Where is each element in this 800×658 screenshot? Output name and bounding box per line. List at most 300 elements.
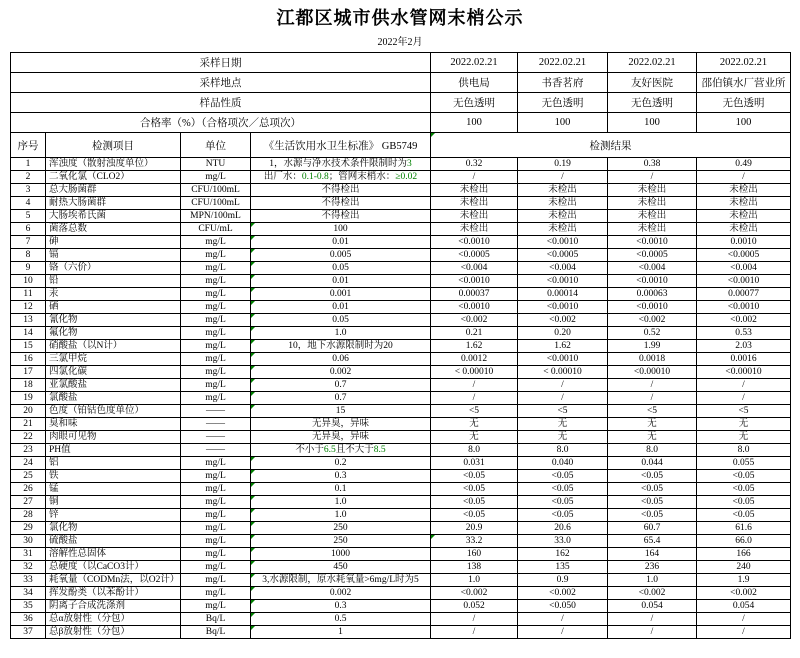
- result-cell: /: [518, 626, 608, 639]
- result-cell: 8.0: [608, 444, 697, 457]
- result-cell: <0.05: [518, 483, 608, 496]
- result-cell: /: [518, 379, 608, 392]
- result-cell: <0.05: [697, 509, 791, 522]
- info-row: [11, 93, 791, 113]
- row-number-cell: 17: [11, 366, 46, 379]
- result-cell: <0.0010: [697, 301, 791, 314]
- info-value: 无色透明: [518, 93, 608, 113]
- result-cell: <0.0010: [608, 275, 697, 288]
- result-cell: <0.05: [431, 496, 518, 509]
- result-cell: 0.32: [431, 158, 518, 171]
- result-cell: 1.62: [431, 340, 518, 353]
- table-row: [11, 418, 791, 431]
- unit-cell: Bq/L: [181, 626, 251, 639]
- row-number-cell: 31: [11, 548, 46, 561]
- row-number-cell: 3: [11, 184, 46, 197]
- result-cell: <0.0010: [431, 275, 518, 288]
- info-value: 100: [518, 113, 608, 133]
- result-cell: 未检出: [608, 210, 697, 223]
- item-cell: 大肠埃希氏菌: [46, 210, 181, 223]
- result-cell: 无: [697, 431, 791, 444]
- result-cell: 无: [518, 431, 608, 444]
- result-cell: 未检出: [697, 197, 791, 210]
- result-cell: <0.004: [608, 262, 697, 275]
- standard-cell: 0.06: [251, 353, 431, 366]
- standard-cell: 不得检出: [251, 197, 431, 210]
- item-cell: 铅: [46, 275, 181, 288]
- table-row: [11, 262, 791, 275]
- result-cell: 0.052: [431, 600, 518, 613]
- unit-cell: ——: [181, 405, 251, 418]
- row-number-cell: 15: [11, 340, 46, 353]
- info-value: 100: [608, 113, 697, 133]
- result-cell: 2.03: [697, 340, 791, 353]
- result-cell: 0.00037: [431, 288, 518, 301]
- info-row: [11, 113, 791, 133]
- row-number-cell: 24: [11, 457, 46, 470]
- row-number-cell: 1: [11, 158, 46, 171]
- standard-cell: [251, 444, 431, 457]
- result-cell: 未检出: [518, 184, 608, 197]
- info-value: 2022.02.21: [431, 53, 518, 73]
- row-number-cell: 6: [11, 223, 46, 236]
- unit-cell: mg/L: [181, 587, 251, 600]
- standard-value-highlight: 0.1-0.8: [301, 172, 329, 182]
- item-cell: 挥发酚类（以苯酚计）: [46, 587, 181, 600]
- item-cell: 锌: [46, 509, 181, 522]
- unit-cell: mg/L: [181, 171, 251, 184]
- item-cell: 硝酸盐（以N计）: [46, 340, 181, 353]
- result-cell: <0.05: [431, 470, 518, 483]
- table-row: [11, 223, 791, 236]
- result-cell: 未检出: [518, 223, 608, 236]
- result-cell: /: [608, 171, 697, 184]
- table-row: [11, 366, 791, 379]
- table-row: [11, 184, 791, 197]
- unit-cell: mg/L: [181, 236, 251, 249]
- result-cell: <0.05: [697, 470, 791, 483]
- result-cell: 0.044: [608, 457, 697, 470]
- result-cell: /: [431, 626, 518, 639]
- row-number-cell: 18: [11, 379, 46, 392]
- row-number-cell: 36: [11, 613, 46, 626]
- table-row: [11, 158, 791, 171]
- standard-text: 出厂水：: [263, 172, 302, 182]
- row-number-cell: 12: [11, 301, 46, 314]
- result-cell: /: [608, 613, 697, 626]
- result-cell: <0.0010: [431, 301, 518, 314]
- row-number-cell: 25: [11, 470, 46, 483]
- result-cell: <0.05: [431, 509, 518, 522]
- result-cell: /: [608, 392, 697, 405]
- info-value: 2022.02.21: [608, 53, 697, 73]
- result-cell: /: [518, 613, 608, 626]
- result-cell: 60.7: [608, 522, 697, 535]
- standard-cell: 无异臭，异味: [251, 431, 431, 444]
- row-number-cell: 26: [11, 483, 46, 496]
- item-cell: 铝: [46, 457, 181, 470]
- result-cell: <0.002: [431, 314, 518, 327]
- item-cell: 总硬度（以CaCO3计）: [46, 561, 181, 574]
- standard-cell: 0.2: [251, 457, 431, 470]
- unit-cell: ——: [181, 431, 251, 444]
- result-cell: <0.0005: [431, 249, 518, 262]
- standard-cell: 0.7: [251, 392, 431, 405]
- result-cell: <0.05: [697, 483, 791, 496]
- standard-cell: 0.002: [251, 366, 431, 379]
- info-value: 无色透明: [697, 93, 791, 113]
- info-value: 供电局: [431, 73, 518, 93]
- result-cell: 0.054: [608, 600, 697, 613]
- standard-text: 1，水源与净水技术条件限制时为: [269, 159, 407, 169]
- result-cell: <0.05: [608, 483, 697, 496]
- table-row: [11, 522, 791, 535]
- column-header-section: [11, 133, 791, 158]
- row-number-cell: 27: [11, 496, 46, 509]
- table-row: [11, 509, 791, 522]
- standard-text: ；管网末梢水：: [328, 172, 396, 182]
- info-value: 100: [697, 113, 791, 133]
- table-row: [11, 600, 791, 613]
- unit-cell: mg/L: [181, 275, 251, 288]
- result-cell: <0.05: [518, 496, 608, 509]
- result-cell: 未检出: [697, 210, 791, 223]
- result-cell: <0.002: [431, 587, 518, 600]
- result-cell: 0.054: [697, 600, 791, 613]
- result-cell: /: [431, 613, 518, 626]
- result-cell: 0.20: [518, 327, 608, 340]
- unit-cell: mg/L: [181, 496, 251, 509]
- result-cell: 0.21: [431, 327, 518, 340]
- item-cell: PH值: [46, 444, 181, 457]
- item-cell: 硒: [46, 301, 181, 314]
- table-row: [11, 197, 791, 210]
- unit-cell: ——: [181, 418, 251, 431]
- info-value: 2022.02.21: [697, 53, 791, 73]
- standard-cell: 450: [251, 561, 431, 574]
- item-cell: 氯酸盐: [46, 392, 181, 405]
- result-cell: 未检出: [431, 197, 518, 210]
- standard-cell: 无异臭，异味: [251, 418, 431, 431]
- unit-cell: mg/L: [181, 392, 251, 405]
- result-cell: 135: [518, 561, 608, 574]
- row-number-cell: 19: [11, 392, 46, 405]
- result-cell: 未检出: [608, 184, 697, 197]
- result-cell: 0.00063: [608, 288, 697, 301]
- result-cell: 166: [697, 548, 791, 561]
- result-cell: 0.0010: [697, 236, 791, 249]
- row-number-cell: 37: [11, 626, 46, 639]
- item-cell: 浑浊度（散射浊度单位）: [46, 158, 181, 171]
- table-row: [11, 275, 791, 288]
- row-number-cell: 8: [11, 249, 46, 262]
- standard-cell: 0.1: [251, 483, 431, 496]
- result-cell: /: [431, 379, 518, 392]
- row-number-cell: 13: [11, 314, 46, 327]
- standard-cell: 0.5: [251, 613, 431, 626]
- item-cell: 总大肠菌群: [46, 184, 181, 197]
- item-cell: 耗氧量（CODMn法，以O2计）: [46, 574, 181, 587]
- result-cell: <0.05: [518, 470, 608, 483]
- row-number-cell: 4: [11, 197, 46, 210]
- result-cell: <5: [518, 405, 608, 418]
- item-cell: 色度（铂钴色度单位）: [46, 405, 181, 418]
- table-row: [11, 340, 791, 353]
- standard-cell: 0.01: [251, 275, 431, 288]
- unit-cell: CFU/100mL: [181, 197, 251, 210]
- water-quality-table: [10, 52, 791, 639]
- item-cell: 阴离子合成洗涤剂: [46, 600, 181, 613]
- standard-cell: 不得检出: [251, 210, 431, 223]
- col-header-standard: 《生活饮用水卫生标准》 GB5749: [251, 133, 431, 158]
- standard-cell: 100: [251, 223, 431, 236]
- result-cell: /: [697, 626, 791, 639]
- result-cell: <0.0010: [431, 236, 518, 249]
- table-row: [11, 210, 791, 223]
- table-row: [11, 613, 791, 626]
- row-number-cell: 30: [11, 535, 46, 548]
- result-cell: /: [518, 392, 608, 405]
- unit-cell: ——: [181, 444, 251, 457]
- item-cell: 氟化物: [46, 327, 181, 340]
- row-number-cell: 16: [11, 353, 46, 366]
- standard-cell: 0.3: [251, 600, 431, 613]
- info-row: [11, 73, 791, 93]
- unit-cell: mg/L: [181, 470, 251, 483]
- result-cell: 66.0: [697, 535, 791, 548]
- standard-cell: 15: [251, 405, 431, 418]
- info-value: 无色透明: [608, 93, 697, 113]
- standard-cell: 1.0: [251, 509, 431, 522]
- standard-cell: 10，地下水源限制时为20: [251, 340, 431, 353]
- result-cell: <0.0010: [608, 301, 697, 314]
- result-cell: 138: [431, 561, 518, 574]
- row-number-cell: 35: [11, 600, 46, 613]
- row-number-cell: 10: [11, 275, 46, 288]
- item-cell: 汞: [46, 288, 181, 301]
- unit-cell: mg/L: [181, 600, 251, 613]
- result-cell: 未检出: [518, 210, 608, 223]
- result-cell: <0.05: [697, 496, 791, 509]
- standard-cell: 0.7: [251, 379, 431, 392]
- col-header-unit: 单位: [181, 133, 251, 158]
- unit-cell: CFU/mL: [181, 223, 251, 236]
- item-cell: 镉: [46, 249, 181, 262]
- unit-cell: mg/L: [181, 574, 251, 587]
- result-cell: 0.9: [518, 574, 608, 587]
- row-number-cell: 11: [11, 288, 46, 301]
- result-cell: <0.002: [697, 587, 791, 600]
- result-cell: 0.0016: [697, 353, 791, 366]
- result-cell: 61.6: [697, 522, 791, 535]
- item-cell: 四氯化碳: [46, 366, 181, 379]
- unit-cell: CFU/100mL: [181, 184, 251, 197]
- row-number-cell: 28: [11, 509, 46, 522]
- standard-value-highlight: ≥0.02: [395, 172, 418, 182]
- unit-cell: mg/L: [181, 522, 251, 535]
- item-cell: 总α放射性（分包）: [46, 613, 181, 626]
- unit-cell: mg/L: [181, 353, 251, 366]
- info-value: 100: [431, 113, 518, 133]
- result-cell: 162: [518, 548, 608, 561]
- result-cell: 0.031: [431, 457, 518, 470]
- result-cell: <5: [431, 405, 518, 418]
- standard-cell: 0.001: [251, 288, 431, 301]
- unit-cell: mg/L: [181, 483, 251, 496]
- result-cell: 无: [431, 418, 518, 431]
- table-row: [11, 327, 791, 340]
- standard-text: 且不大于: [335, 445, 374, 455]
- result-cell: 1.0: [608, 574, 697, 587]
- result-cell: /: [697, 171, 791, 184]
- table-row: [11, 483, 791, 496]
- result-cell: 236: [608, 561, 697, 574]
- table-row: [11, 496, 791, 509]
- item-cell: 砷: [46, 236, 181, 249]
- row-number-cell: 32: [11, 561, 46, 574]
- table-row: [11, 457, 791, 470]
- result-cell: 0.52: [608, 327, 697, 340]
- row-number-cell: 21: [11, 418, 46, 431]
- result-cell: <0.002: [697, 314, 791, 327]
- result-cell: /: [518, 171, 608, 184]
- standard-cell: 250: [251, 535, 431, 548]
- result-cell: <0.0010: [697, 275, 791, 288]
- table-row: [11, 626, 791, 639]
- row-number-cell: 2: [11, 171, 46, 184]
- info-header-section: [11, 53, 791, 133]
- result-cell: <0.0010: [518, 353, 608, 366]
- standard-cell: 0.05: [251, 262, 431, 275]
- item-cell: 溶解性总固体: [46, 548, 181, 561]
- result-cell: 0.040: [518, 457, 608, 470]
- result-cell: 20.6: [518, 522, 608, 535]
- result-cell: <0.0010: [518, 301, 608, 314]
- table-row: [11, 301, 791, 314]
- table-row: [11, 353, 791, 366]
- row-number-cell: 20: [11, 405, 46, 418]
- result-cell: <0.004: [431, 262, 518, 275]
- result-cell: <0.004: [518, 262, 608, 275]
- result-cell: 65.4: [608, 535, 697, 548]
- result-cell: 无: [518, 418, 608, 431]
- table-row: [11, 171, 791, 184]
- info-label: 合格率（%）（合格项次／总项次）: [11, 113, 431, 133]
- result-cell: < 0.00010: [518, 366, 608, 379]
- result-cell: 未检出: [608, 223, 697, 236]
- result-cell: 无: [608, 418, 697, 431]
- col-header-item: 检测项目: [46, 133, 181, 158]
- result-cell: 0.00014: [518, 288, 608, 301]
- result-cell: <0.002: [608, 587, 697, 600]
- result-cell: <0.00010: [608, 366, 697, 379]
- result-cell: 0.38: [608, 158, 697, 171]
- result-cell: <0.05: [608, 509, 697, 522]
- result-cell: <0.0010: [518, 236, 608, 249]
- row-number-cell: 9: [11, 262, 46, 275]
- result-cell: <0.05: [431, 483, 518, 496]
- result-cell: 0.19: [518, 158, 608, 171]
- result-cell: 0.49: [697, 158, 791, 171]
- row-number-cell: 34: [11, 587, 46, 600]
- table-row: [11, 535, 791, 548]
- info-value: 邵伯镇水厂营业所: [697, 73, 791, 93]
- item-cell: 硫酸盐: [46, 535, 181, 548]
- result-cell: 未检出: [518, 197, 608, 210]
- unit-cell: mg/L: [181, 366, 251, 379]
- result-cell: <5: [697, 405, 791, 418]
- item-cell: 总β放射性（分包）: [46, 626, 181, 639]
- result-cell: 未检出: [697, 223, 791, 236]
- result-cell: <0.05: [518, 509, 608, 522]
- result-cell: <0.0010: [518, 275, 608, 288]
- item-cell: 菌落总数: [46, 223, 181, 236]
- standard-text: 不小于: [295, 445, 324, 455]
- result-cell: 0.0012: [431, 353, 518, 366]
- result-cell: 未检出: [608, 197, 697, 210]
- standard-cell: 0.3: [251, 470, 431, 483]
- table-row: [11, 314, 791, 327]
- result-cell: <0.0010: [608, 236, 697, 249]
- unit-cell: mg/L: [181, 535, 251, 548]
- unit-cell: mg/L: [181, 301, 251, 314]
- unit-cell: NTU: [181, 158, 251, 171]
- unit-cell: mg/L: [181, 340, 251, 353]
- result-cell: /: [431, 171, 518, 184]
- result-cell: 1.99: [608, 340, 697, 353]
- result-cell: /: [697, 613, 791, 626]
- standard-cell: 0.005: [251, 249, 431, 262]
- info-value: 无色透明: [431, 93, 518, 113]
- result-cell: /: [608, 379, 697, 392]
- col-header-no: 序号: [11, 133, 46, 158]
- standard-cell: 3,水源限制，原水耗氧量>6mg/L时为5: [251, 574, 431, 587]
- col-header-results: 检测结果: [431, 133, 791, 158]
- info-label: 采样地点: [11, 73, 431, 93]
- result-cell: 未检出: [697, 184, 791, 197]
- unit-cell: mg/L: [181, 548, 251, 561]
- unit-cell: mg/L: [181, 379, 251, 392]
- row-number-cell: 22: [11, 431, 46, 444]
- item-cell: 二氧化氯（CLO2）: [46, 171, 181, 184]
- result-cell: 8.0: [431, 444, 518, 457]
- item-cell: 肉眼可见物: [46, 431, 181, 444]
- result-cell: 未检出: [431, 210, 518, 223]
- item-cell: 氰化物: [46, 314, 181, 327]
- result-cell: 0.53: [697, 327, 791, 340]
- row-number-cell: 5: [11, 210, 46, 223]
- item-cell: 氯化物: [46, 522, 181, 535]
- standard-cell: 不得检出: [251, 184, 431, 197]
- unit-cell: mg/L: [181, 314, 251, 327]
- unit-cell: mg/L: [181, 509, 251, 522]
- result-cell: 无: [697, 418, 791, 431]
- result-cell: /: [608, 626, 697, 639]
- standard-cell: [251, 158, 431, 171]
- result-cell: <0.002: [518, 587, 608, 600]
- result-cell: 0.0018: [608, 353, 697, 366]
- table-row: [11, 236, 791, 249]
- table-row: [11, 405, 791, 418]
- result-cell: 未检出: [431, 184, 518, 197]
- result-cell: 无: [431, 431, 518, 444]
- info-value: 书香茗府: [518, 73, 608, 93]
- result-cell: 160: [431, 548, 518, 561]
- item-cell: 铬（六价）: [46, 262, 181, 275]
- standard-cell: 0.01: [251, 301, 431, 314]
- result-cell: 20.9: [431, 522, 518, 535]
- result-cell: <0.05: [608, 470, 697, 483]
